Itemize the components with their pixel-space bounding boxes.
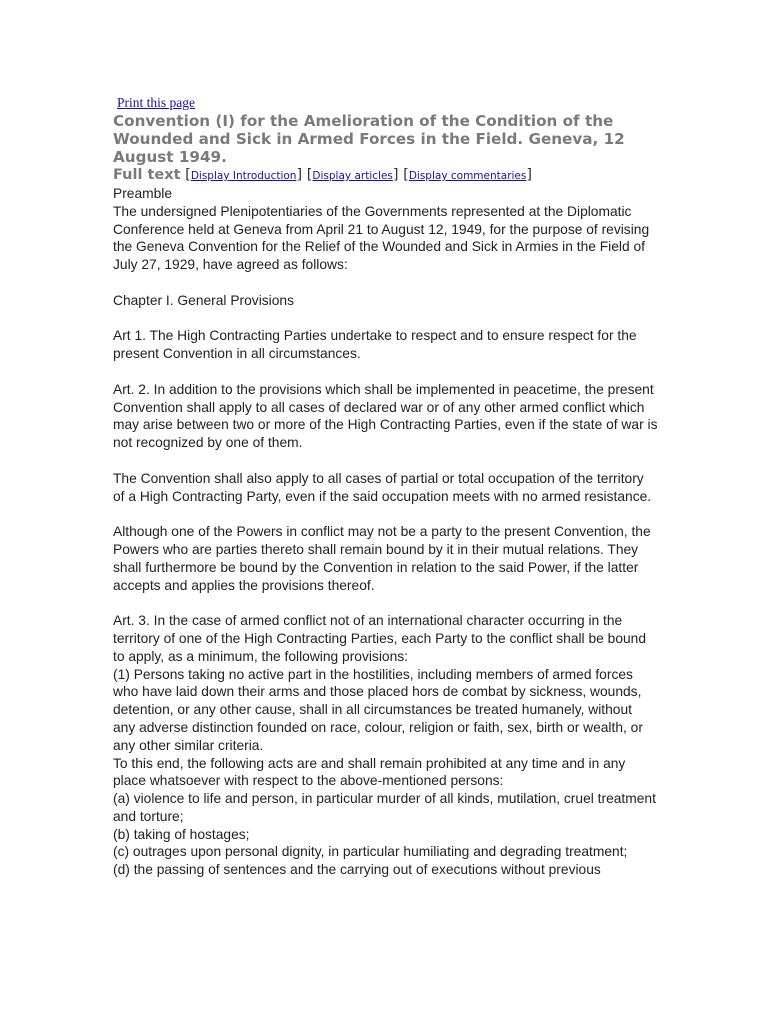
article-3-item-a: (a) violence to life and person, in particular murder of all kinds, mutilation, cruel treatment and torture; [113, 791, 656, 824]
display-commentaries-link[interactable]: Display commentaries [408, 170, 527, 182]
bracket-open: [ [306, 167, 313, 183]
bracket-close: ] [526, 167, 533, 183]
article-2-paragraph-2: The Convention shall also apply to all cases of partial or total occupation of the territory of a High Contracting Party, even if the said occupation meets with no armed resistance. [113, 470, 652, 504]
display-articles-link[interactable]: Display articles [312, 170, 393, 182]
article-2-paragraph-1: Art. 2. In addition to the provisions which shall be implemented in peacetime, the present Convention shall apply to all cases of declared war or of any other armed conflict which may arise between two or more of the High Contracting Parties, even if the state of war is not recognized by one of them. [113, 381, 658, 451]
chapter-heading: Chapter I. General Provisions [113, 292, 294, 308]
fulltext-label: Full text [113, 167, 181, 183]
article-1: Art 1. The High Contracting Parties undertake to respect and to ensure respect for the present Convention in all circumstances. [113, 328, 637, 362]
preamble-heading: Preamble [113, 186, 173, 201]
article-3-item-1: (1) Persons taking no active part in the hostilities, including members of armed forces who have laid down their arms and those placed hors de combat by sickness, wounds, detention, or any other cause, shall in all circumstances be treated humanely, without any adverse distinction founded on race, colour, religion or faith, sex, birth or wealth, or any other similar criteria. [113, 666, 643, 753]
article-2-paragraph-3: Although one of the Powers in conflict may not be a party to the present Convention, the Powers who are parties thereto shall remain bound by it in their mutual relations. They shall furthermore be bound by the Convention in relation to the said Power, if the latter accepts and applies the provisions thereof. [113, 524, 651, 593]
article-3-item-c: (c) outrages upon personal dignity, in particular humiliating and degrading treatment; [113, 844, 628, 860]
bracket-open: [ [185, 167, 191, 183]
article-3-item-b: (b) taking of hostages; [113, 826, 250, 842]
article-3-prohibition-text: To this end, the following acts are and shall remain prohibited at any time and in any place whatsoever with respect to the above-mentioned persons: [113, 755, 626, 789]
bracket-close: ] [392, 167, 399, 183]
print-page-link[interactable]: Print this page [117, 95, 195, 110]
page-title: Convention (I) for the Amelioration of the Condition of the Wounded and Sick in Armed Forces in the Field. Geneva, 12 August 1949. [113, 112, 625, 166]
fulltext-bar [113, 166, 658, 185]
document-body [113, 185, 658, 879]
article-3-intro: Art. 3. In the case of armed conflict not of an international character occurring in the territory of one of the High Contracting Parties, each Party to the conflict shall be bound to apply, as a minimum, the following provisions: [113, 613, 647, 664]
article-3-item-d: (d) the passing of sentences and the carrying out of executions without previous [113, 862, 601, 878]
bracket-open: [ [403, 167, 409, 183]
document-page [113, 94, 658, 879]
bracket-close: ] [296, 167, 303, 183]
preamble-text: The undersigned Plenipotentiaries of the Governments represented at the Diplomatic Conference held at Geneva from April 21 to August 12, 1949, for the purpose of revising the Geneva Convention for the Relief of the Wounded and Sick in Armies in the Field of July 27, 1929, have agreed as follows: [113, 203, 650, 273]
display-introduction-link[interactable]: Display Introduction [190, 170, 297, 182]
